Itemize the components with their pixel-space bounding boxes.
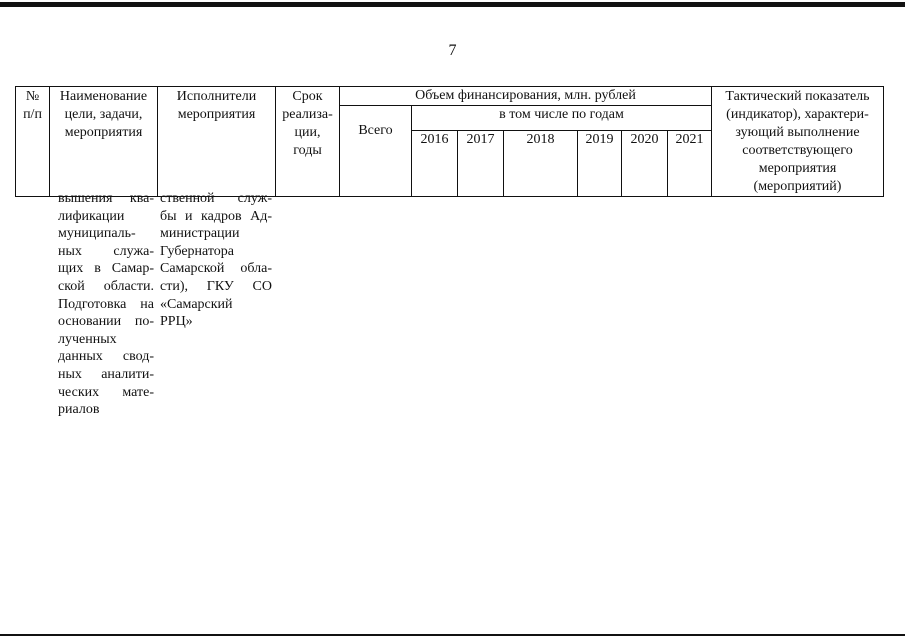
name-line: ской области. <box>58 278 154 294</box>
name-line: данных свод- <box>58 349 154 365</box>
header-year-2018: 2018 <box>504 131 578 197</box>
continuation-executors-column <box>160 190 272 331</box>
header-year-2021: 2021 <box>668 131 712 197</box>
bottom-rule <box>0 634 905 636</box>
header-term: Срок реализа- ции, годы <box>276 87 340 197</box>
name-line: ных аналити- <box>58 366 154 382</box>
name-line: риалов <box>58 402 100 418</box>
executors-line: «Самарский <box>160 296 233 312</box>
page-number: 7 <box>448 42 457 59</box>
name-line: муниципаль- <box>58 226 136 242</box>
header-executors: Исполнители мероприятия <box>158 87 276 197</box>
name-line: лификации <box>58 208 125 224</box>
header-funding: Объем финансирования, млн. рублей <box>340 87 712 106</box>
name-line: основании по- <box>58 314 154 330</box>
name-line: Подготовка на <box>58 296 154 312</box>
executors-line: сти), ГКУ СО <box>160 278 272 294</box>
executors-line: Губернатора <box>160 243 235 259</box>
funding-table-header <box>15 86 884 197</box>
name-line: лученных <box>58 331 117 347</box>
header-indicator: Тактический показатель (индикатор), характери- зующий выполнение соответствующего мероприятия (мероприятий) <box>712 87 884 197</box>
header-name: Наименование цели, задачи, мероприятия <box>50 87 158 197</box>
header-year-2017: 2017 <box>458 131 504 197</box>
executors-line: ственной служ- <box>160 191 272 206</box>
executors-line: бы и кадров Ад- <box>160 208 272 224</box>
top-rule <box>0 2 905 7</box>
header-by-years: в том числе по годам <box>412 106 712 131</box>
continuation-name-column <box>58 190 154 419</box>
name-line: щих в Самар- <box>58 261 154 277</box>
header-year-2020: 2020 <box>622 131 668 197</box>
header-number: № п/п <box>16 87 50 197</box>
header-total: Всего <box>340 106 412 197</box>
header-year-2019: 2019 <box>578 131 622 197</box>
executors-line: РРЦ» <box>160 314 193 330</box>
name-line: вышения ква- <box>58 191 154 206</box>
name-line: ческих мате- <box>58 384 154 400</box>
executors-line: Самарской обла- <box>160 261 272 277</box>
name-line: ных служа- <box>58 243 154 259</box>
executors-line: министрации <box>160 226 240 242</box>
header-year-2016: 2016 <box>412 131 458 197</box>
